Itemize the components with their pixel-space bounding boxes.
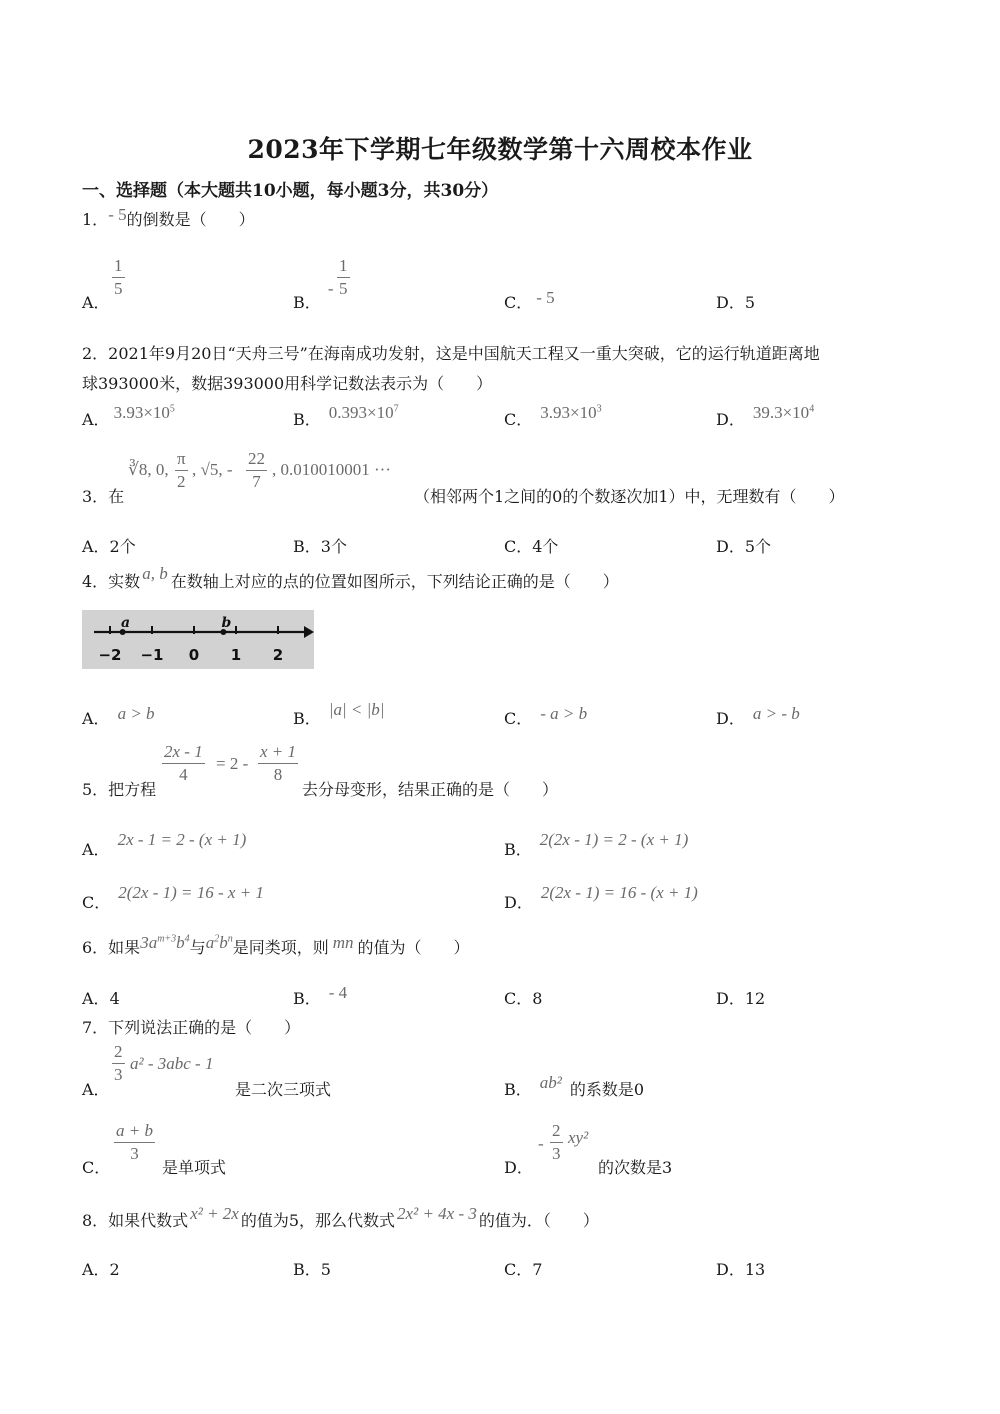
- number-line-tick-label: −1: [140, 646, 164, 664]
- q1-option-c[interactable]: C． - 5: [504, 288, 555, 312]
- q7-option-c[interactable]: C．: [82, 1158, 111, 1177]
- question-4: 4．实数 a, b 在数轴上对应的点的位置如图所示，下列结论正确的是（ ）: [82, 564, 619, 591]
- q4-option-a[interactable]: A． a > b: [82, 704, 155, 728]
- q7-option-a-fraction: $\frac{2}{3}$: [114, 1042, 123, 1084]
- q3-pi-fraction: $\frac{\pi}{2}$: [177, 449, 186, 491]
- q3-option-b[interactable]: B．3个: [293, 537, 347, 556]
- q1-option-a[interactable]: A．: [82, 293, 110, 312]
- number-line-figure: [82, 610, 314, 669]
- q4-option-b[interactable]: B． |a| < |b|: [293, 700, 385, 728]
- q7-option-c-text: 是单项式: [162, 1158, 227, 1177]
- q6-option-c[interactable]: C．8: [504, 989, 543, 1008]
- number-line-point-b-label: b: [221, 615, 232, 631]
- q1-option-a-fraction: $\frac{1}{5}$: [114, 256, 123, 298]
- q3-list-part-3: , 0.010010001 ···: [272, 460, 391, 479]
- q7-option-d-expression: xy²: [568, 1128, 589, 1147]
- number-line-tick-label: 2: [272, 646, 284, 664]
- question-3-text: （相邻两个1之间的0的个数逐次加1）中，无理数有（ ）: [414, 487, 845, 506]
- question-5: 5．把方程: [82, 780, 157, 799]
- q3-list-part-2: , √5, -: [192, 460, 233, 479]
- question-6: 6．如果$3a^{m+3}b^4$与$a^2b^n$是同类项，则 mn 的值为（ ）: [82, 933, 470, 957]
- q1-option-b[interactable]: B． -: [293, 279, 334, 312]
- q5-option-a[interactable]: A．2x - 1 = 2 - (x + 1): [82, 830, 247, 859]
- number-line-tick-label: −2: [98, 646, 122, 664]
- q5-right-fraction: $\frac{x + 1}{8}$: [260, 742, 297, 784]
- q5-option-b[interactable]: B．2(2x - 1) = 2 - (x + 1): [504, 830, 689, 859]
- q3-option-a[interactable]: A．2个: [82, 537, 136, 556]
- q2-option-b[interactable]: B． $0.393\times 10^7$: [293, 403, 399, 429]
- question-2-line-1: 2．2021年9月20日“天舟三号”在海南成功发射，这是中国航天工程又一重大突破，它的运行轨道距离地: [82, 344, 820, 363]
- question-1: 1．- 5的倒数是（ ）: [82, 205, 255, 229]
- q7-option-a[interactable]: A．: [82, 1080, 110, 1099]
- q8-option-b[interactable]: B．5: [293, 1260, 331, 1279]
- q7-option-d-text: 的次数是3: [598, 1158, 673, 1177]
- q3-fraction: $\frac{22}{7}$: [248, 449, 265, 491]
- number-line-arrow: [304, 626, 314, 638]
- number-line-tick-labels: [98, 646, 283, 664]
- q2-option-d[interactable]: D． $39.3\times 10^4$: [716, 403, 815, 429]
- q8-option-a[interactable]: A．2: [82, 1260, 120, 1279]
- q4-option-d[interactable]: D． a > - b: [716, 704, 800, 728]
- q8-option-d[interactable]: D．13: [716, 1260, 766, 1279]
- q7-option-d[interactable]: D．: [504, 1158, 533, 1177]
- question-2-line-2: 球393000米，数据393000用科学记数法表示为（ ）: [82, 374, 493, 393]
- q5-equals: = 2 -: [216, 754, 249, 773]
- q7-option-b[interactable]: B． ab² 的系数是0: [504, 1073, 645, 1099]
- q6-option-a[interactable]: A．4: [82, 989, 120, 1008]
- q7-option-d-fraction: $\frac{2}{3}$: [552, 1121, 561, 1163]
- question-3: 3．在: [82, 487, 125, 506]
- q8-option-c[interactable]: C．7: [504, 1260, 543, 1279]
- question-8: 8．如果代数式 x² + 2x 的值为5，那么代数式 2x² + 4x - 3 的值为．（ ）: [82, 1204, 599, 1230]
- q5-option-c[interactable]: C．2(2x - 1) = 16 - x + 1: [82, 883, 264, 912]
- q4-option-c[interactable]: C． - a > b: [504, 704, 588, 728]
- q3-option-c[interactable]: C．4个: [504, 537, 559, 556]
- number-line-tick-label: 1: [230, 646, 242, 664]
- q7-option-c-fraction: $\frac{a + b}{3}$: [116, 1121, 153, 1163]
- q7-option-a-text: 是二次三项式: [235, 1080, 332, 1099]
- q6-option-b[interactable]: B． - 4: [293, 983, 348, 1008]
- q5-option-d[interactable]: D．2(2x - 1) = 16 - (x + 1): [504, 883, 698, 912]
- q2-option-c[interactable]: C． $3.93\times 10^3$: [504, 403, 602, 429]
- q3-list-part-1: ∛8, 0,: [128, 460, 169, 479]
- question-7: 7．下列说法正确的是（ ）: [82, 1018, 301, 1037]
- q3-option-d[interactable]: D．5个: [716, 537, 772, 556]
- q2-option-a[interactable]: A． $3.93\times 10^5$: [82, 403, 175, 429]
- question-5-text: 去分母变形，结果正确的是（ ）: [302, 780, 559, 799]
- number-line-tick-label: 0: [188, 646, 200, 664]
- q1-option-b-fraction: $\frac{1}{5}$: [339, 256, 348, 298]
- q7-option-d-sign: -: [538, 1134, 544, 1153]
- q6-option-d[interactable]: D．12: [716, 989, 766, 1008]
- section-heading: 一、选择题（本大题共10小题，每小题3分，共30分）: [82, 181, 499, 201]
- number-line-point-a-label: a: [121, 615, 131, 631]
- q5-left-fraction: $\frac{2x - 1}{4}$: [164, 742, 203, 784]
- q7-option-a-expression: a² - 3abc - 1: [130, 1054, 214, 1073]
- page-title: 2023年下学期七年级数学第十六周校本作业: [247, 135, 753, 164]
- q1-option-d[interactable]: D．5: [716, 293, 756, 312]
- number-line-svg: [82, 610, 314, 669]
